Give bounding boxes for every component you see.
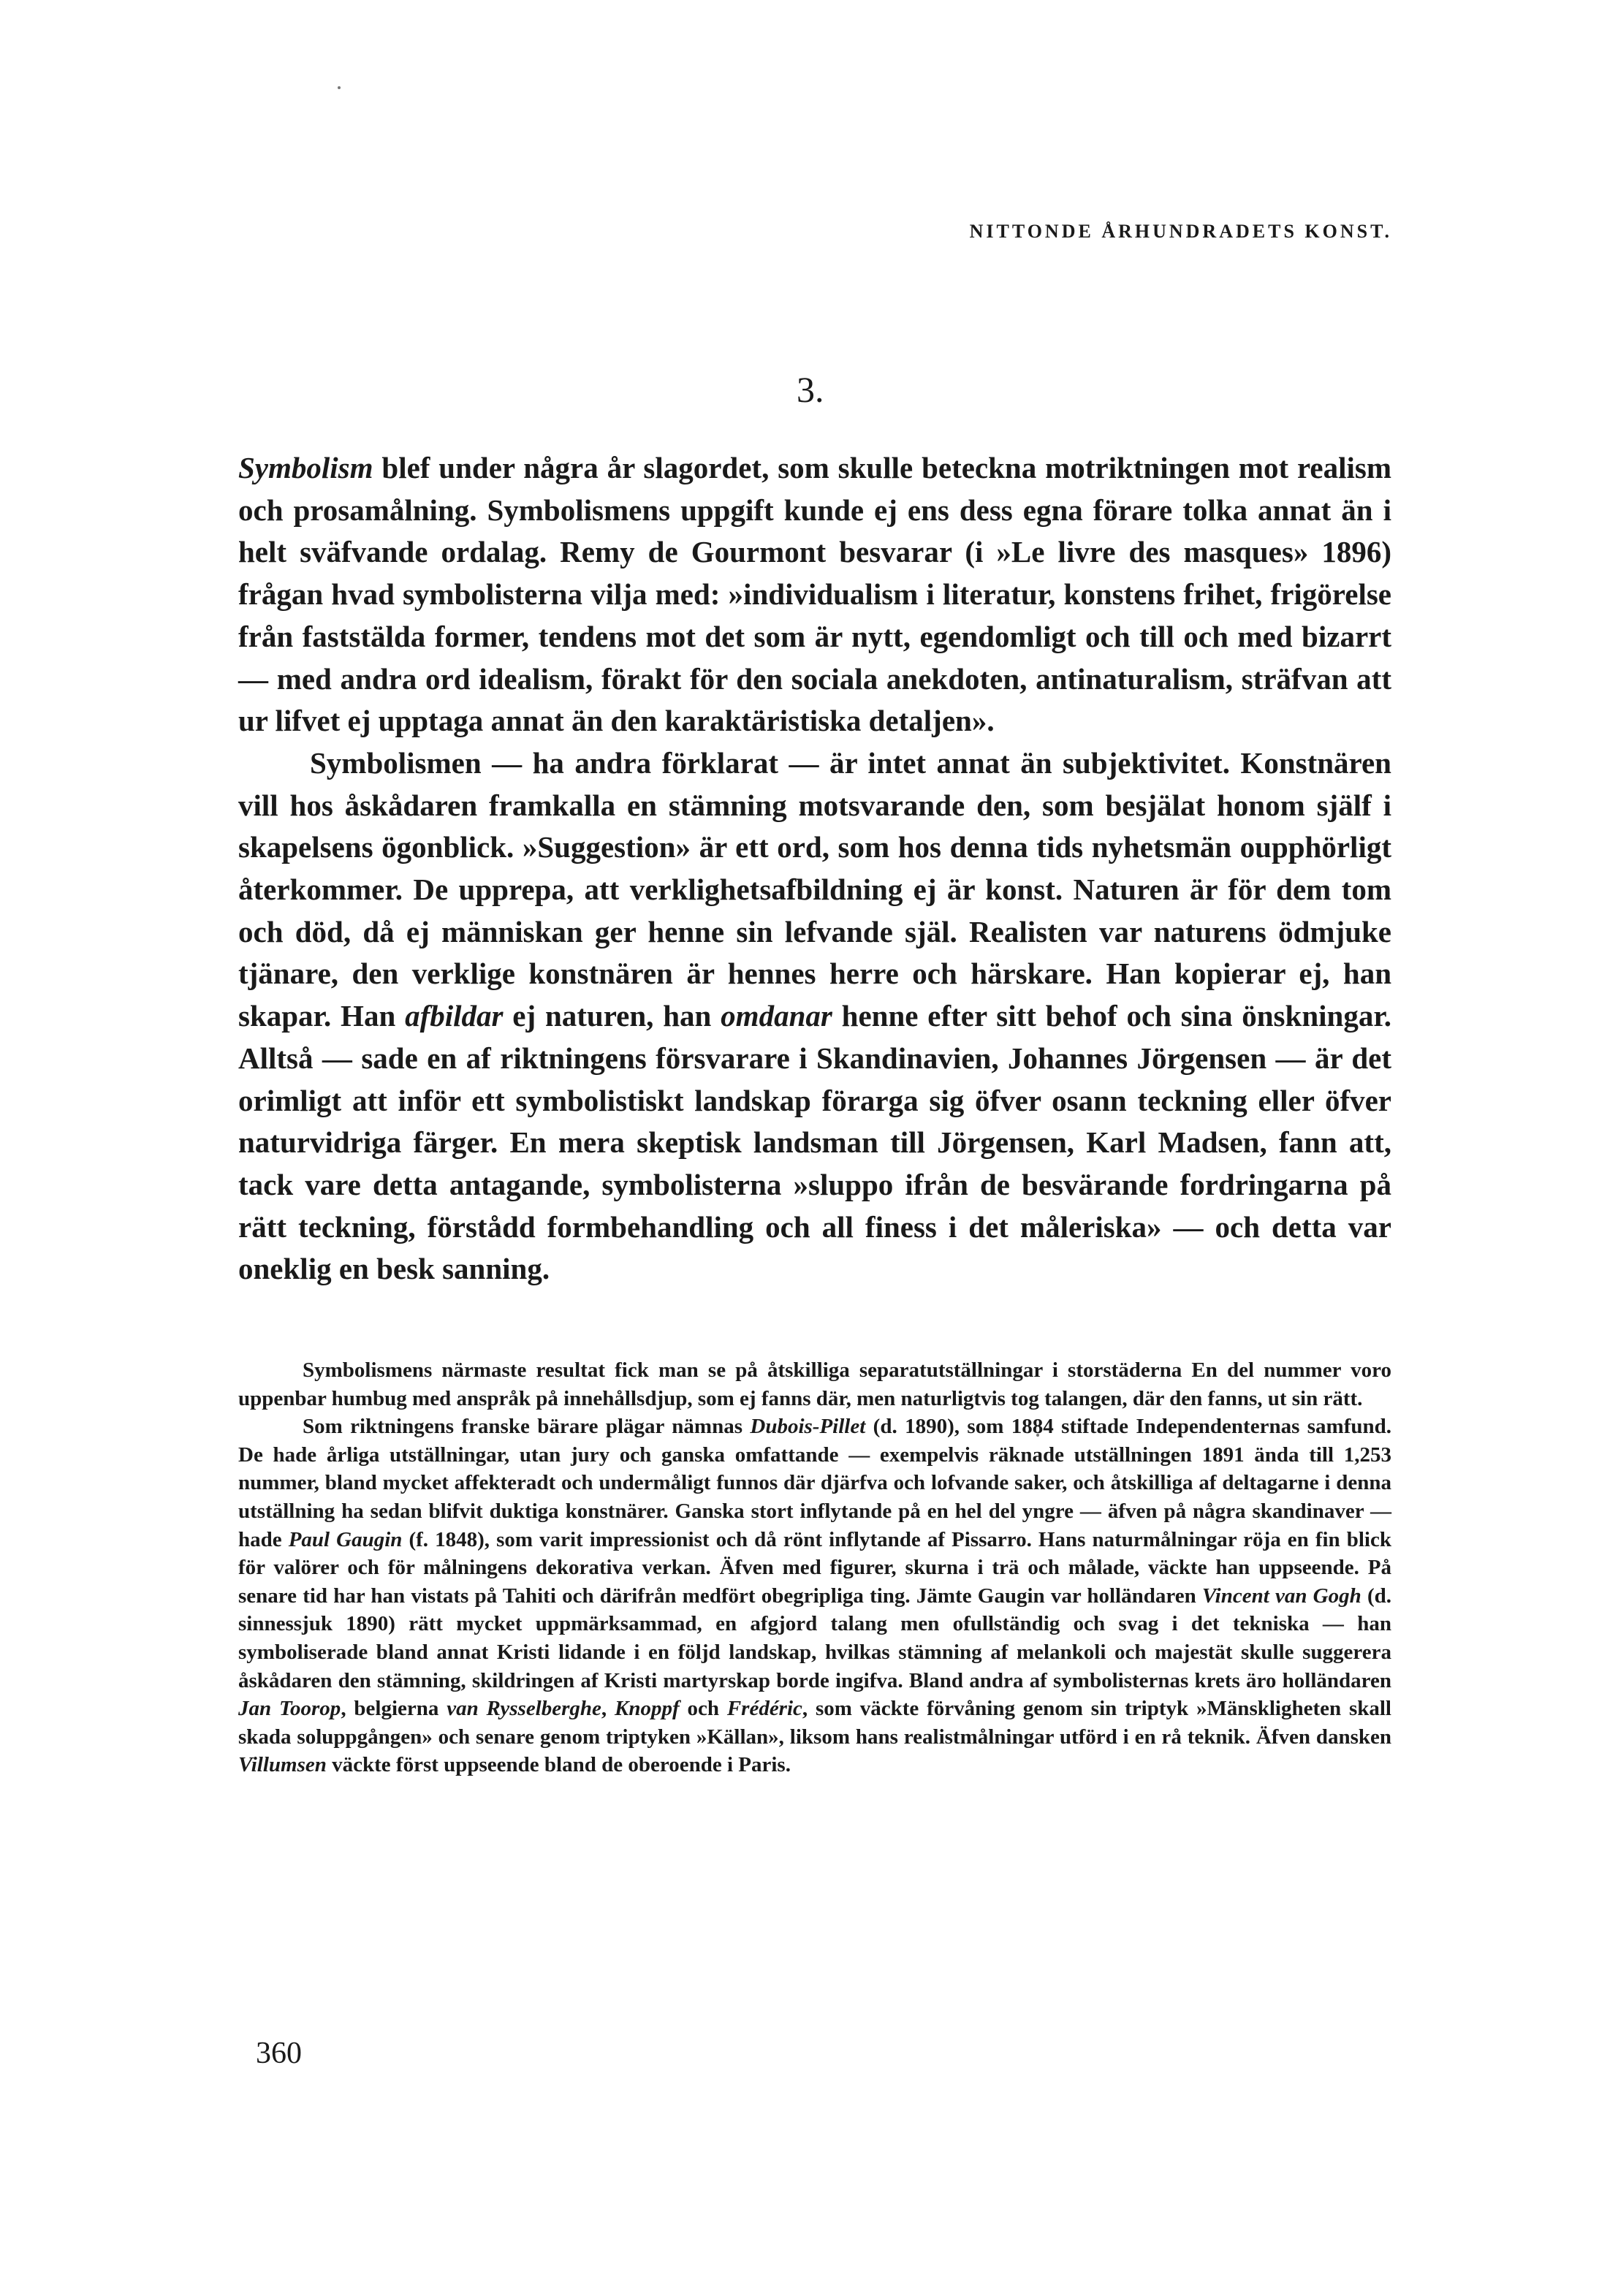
artist-name: Knoppf [615, 1697, 680, 1721]
note-text: , [601, 1697, 615, 1721]
page-number: 360 [256, 2037, 302, 2070]
note-text: väckte först uppseende bland de oberoende i Paris. [326, 1753, 791, 1777]
note-text: Som riktningens franske bärare plägar nämnas [303, 1415, 751, 1439]
main-text [238, 447, 1391, 1290]
paragraph-1 [238, 447, 1391, 742]
note-text: (f. 1848), som varit impressionist och då rönt inflytande af Pissarro. Hans naturmålningar röja en fin blick för valörer och för målningens dekorativa verkan. Äfven med figurer, skurna i trä och målade, väckte han uppseende. På senare tid har han vistats på Tahiti och därifrån medfört obegripliga ting. Jämte Gaugin var holländaren [238, 1527, 1391, 1608]
paragraph-text: henne efter sitt behof och sina önskningar. Alltså — sade en af riktningens försvarare i Skandinavien, Johannes Jörgensen — är det orimligt att inför ett symbolistiskt landskap förarga sig öfver osann teckning eller öfver naturvidriga färger. En mera skeptisk landsman till Jörgensen, Karl Madsen, fann att, tack vare detta antagande, symbolisterna »sluppo ifrån de besvärande fordringarna på rätt teckning, förstådd formbehandling och all finess i det måleriska» — och detta var oneklig en besk sanning. [238, 999, 1391, 1286]
note-text: och [679, 1697, 727, 1721]
footnotes [238, 1356, 1391, 1779]
artist-name: Vincent van Gogh [1201, 1584, 1361, 1608]
note-1: Symbolismens närmaste resultat fick man se på åtskilliga separatutställningar i storstäderna En del nummer voro uppenbar humbug med anspråk på innehållsdjup, som ej fanns där, men naturligtvis tog talangen, där den fanns, ut sin rätt. [238, 1358, 1391, 1410]
paragraph-2 [238, 742, 1391, 1290]
note-text: , belgierna [341, 1697, 447, 1721]
artist-name: Paul Gaugin [288, 1527, 403, 1551]
running-head: NITTONDE ÅRHUNDRADETS KONST. [969, 221, 1392, 242]
artist-name: van Rysselberghe [447, 1697, 601, 1721]
note-text: (d. 1890), som 1884 stiftade Independenternas samfund. De hade årliga utställningar, utan jury och ganska omfattande — exempelvis räknade utställningen 1891 ända till 1,253 nummer, bland mycket affekteradt och undermåligt funnos där djärfva och lofvande saker, och åtskilliga af deltagarne i denna utställning ha sedan blifvit duktiga konstnärer. Ganska stort inflytande på en hel del yngre — äfven på några skandinaver — hade [238, 1415, 1391, 1551]
artist-name: Jan Toorop [238, 1697, 341, 1721]
emphasis: afbildar [405, 999, 504, 1033]
note-text: , som väckte förvåning genom sin triptyk »Mänskligheten skall skada soluppgången» och senare genom triptyken »Källan», liksom hans realistmålningar utförd i en rå teknik. Äfven dansken [238, 1697, 1391, 1749]
emphasis: Symbolism [238, 451, 373, 484]
paragraph-text: ej naturen, han [503, 999, 721, 1033]
paragraph-text: blef under några år slagordet, som skulle beteckna motriktningen mot realism och prosamålning. Symbolismens uppgift kunde ej ens dess egna förare tolka annat än i helt sväfvande ordalag. Remy de Gourmont besvarar (i »Le livre des masques» 1896) frågan hvad symbolisterna vilja med: »individualism i literatur, konstens frihet, frigörelse från faststälda former, tendens mot det som är nytt, egendomligt och till och med bizarrt — med andra ord idealism, förakt för den sociala anekdoten, antinaturalism, sträfvan att ur lifvet ej upptaga annat än den karaktäristiska detaljen». [238, 451, 1391, 738]
artist-name: Dubois-Pillet [750, 1415, 866, 1439]
paper-speck [338, 86, 341, 89]
section-number: 3. [797, 369, 824, 410]
note-2 [238, 1413, 1391, 1779]
note-text: (d. sinnessjuk 1890) rätt mycket uppmärksammad, en afgjord talang men ofullständig och svag i det tekniska — han symboliserade bland annat Kristi lidande i en följd landskap, hvilkas stämning af melankoli och majestät skulle suggerera åskådaren den stämning, skildringen af Kristi martyrskap borde ingifva. Bland andra af symbolisternas krets äro holländaren [238, 1584, 1391, 1692]
paragraph-text: Symbolismen — ha andra förklarat — är intet annat än subjektivitet. Konstnären vill hos åskådaren framkalla en stämning motsvarande den, som besjälat honom själf i skapelsens ögonblick. »Suggestion» är ett ord, som hos denna tids nyhetsmän oupphörligt återkommer. De upprepa, att verklighetsafbildning ej är konst. Naturen är för dem tom och död, då ej människan ger henne sin lefvande själ. Realisten var naturens ödmjuke tjänare, den verklige konstnären är hennes herre och härskare. Han kopierar ej, han skapar. Han [238, 745, 1391, 1033]
emphasis: omdanar [721, 999, 832, 1033]
artist-name: Frédéric [726, 1697, 802, 1721]
artist-name: Villumsen [238, 1753, 327, 1777]
